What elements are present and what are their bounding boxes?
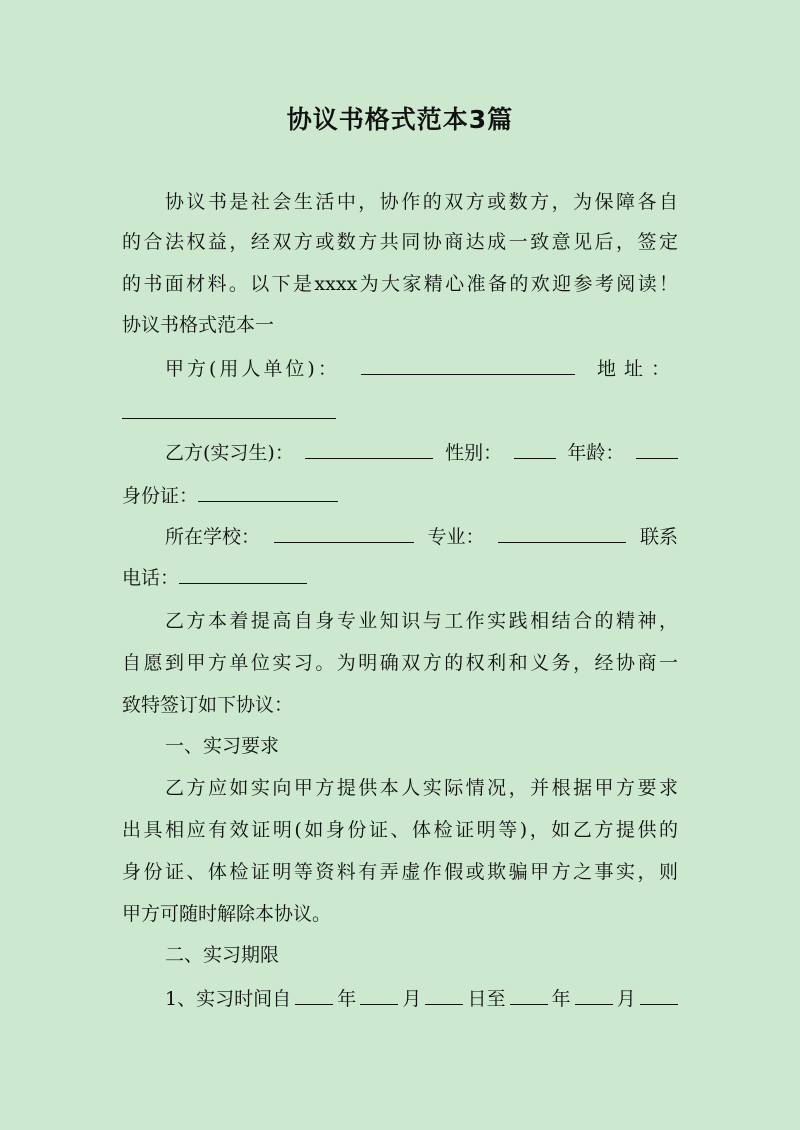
school-blank[interactable] <box>274 524 414 543</box>
section-heading: 协议书格式范本一 <box>122 314 275 336</box>
internship-time-line <box>122 979 678 1019</box>
id-line <box>122 476 678 516</box>
document-page <box>122 0 678 1130</box>
age-label: 年龄： <box>567 442 625 464</box>
clause1-line-3: 身份证、体检证明等资料有弄虚作假或欺骗甲方之事实，则 <box>122 861 678 883</box>
day-to-label: 日至 <box>467 988 506 1010</box>
intro-line-3: 的书面材料。以下是xxxx为大家精心准备的欢迎参考阅读！ <box>122 273 678 295</box>
start-year-label: 年 <box>337 988 357 1010</box>
gender-blank[interactable] <box>514 440 556 459</box>
id-blank[interactable] <box>198 483 338 502</box>
party-b-label: 乙方(实习生)： <box>165 442 294 464</box>
intro-line-1: 协议书是社会生活中，协作的双方或数方，为保障各自 <box>165 191 678 213</box>
time-prefix: 1、实习时间自 <box>165 988 292 1010</box>
start-month-blank[interactable] <box>360 986 398 1005</box>
major-blank[interactable] <box>498 524 626 543</box>
clause1-line-4: 甲方可随时解除本协议。 <box>122 903 332 925</box>
party-a-name-blank[interactable] <box>361 356 575 375</box>
start-year-blank[interactable] <box>295 986 333 1005</box>
gender-label: 性别： <box>445 442 503 464</box>
contact-label-part2: 电话： <box>122 567 180 589</box>
party-b-name-blank[interactable] <box>305 440 433 459</box>
id-label: 身份证： <box>122 485 199 507</box>
phone-line <box>122 558 678 598</box>
age-blank[interactable] <box>636 440 678 459</box>
party-a-label: 甲方(用人单位)： <box>165 358 340 380</box>
address-label: 地址： <box>596 358 678 380</box>
intro-line-2: 的合法权益，经双方或数方共同协商达成一致意见后，签定 <box>122 231 678 253</box>
start-day-blank[interactable] <box>425 986 463 1005</box>
contact-label-part1: 联系 <box>639 526 678 548</box>
address-line <box>122 393 678 433</box>
phone-blank[interactable] <box>179 565 307 584</box>
purpose-line-2: 自愿到甲方单位实习。为明确双方的权利和义务，经协商一 <box>122 652 678 674</box>
party-b-line <box>122 433 678 473</box>
party-a-line <box>122 349 678 389</box>
end-month-label: 月 <box>616 988 636 1010</box>
school-label: 所在学校： <box>165 526 261 548</box>
clause1-line-1: 乙方应如实向甲方提供本人实际情况，并根据甲方要求 <box>165 777 678 799</box>
clause1-heading: 一、实习要求 <box>165 735 280 757</box>
clause1-line-2: 出具相应有效证明(如身份证、体检证明等)，如乙方提供的 <box>122 819 678 841</box>
start-month-label: 月 <box>402 988 422 1010</box>
end-day-blank[interactable] <box>640 986 678 1005</box>
school-line <box>122 517 678 557</box>
purpose-line-1: 乙方本着提高自身专业知识与工作实践相结合的精神， <box>165 610 678 632</box>
major-label: 专业： <box>427 526 485 548</box>
address-blank[interactable] <box>122 400 336 419</box>
purpose-line-3: 致特签订如下协议： <box>122 694 294 716</box>
end-year-blank[interactable] <box>510 986 548 1005</box>
end-month-blank[interactable] <box>575 986 613 1005</box>
end-year-label: 年 <box>551 988 571 1010</box>
clause2-heading: 二、实习期限 <box>165 944 280 966</box>
document-title: 协议书格式范本3篇 <box>286 105 514 134</box>
